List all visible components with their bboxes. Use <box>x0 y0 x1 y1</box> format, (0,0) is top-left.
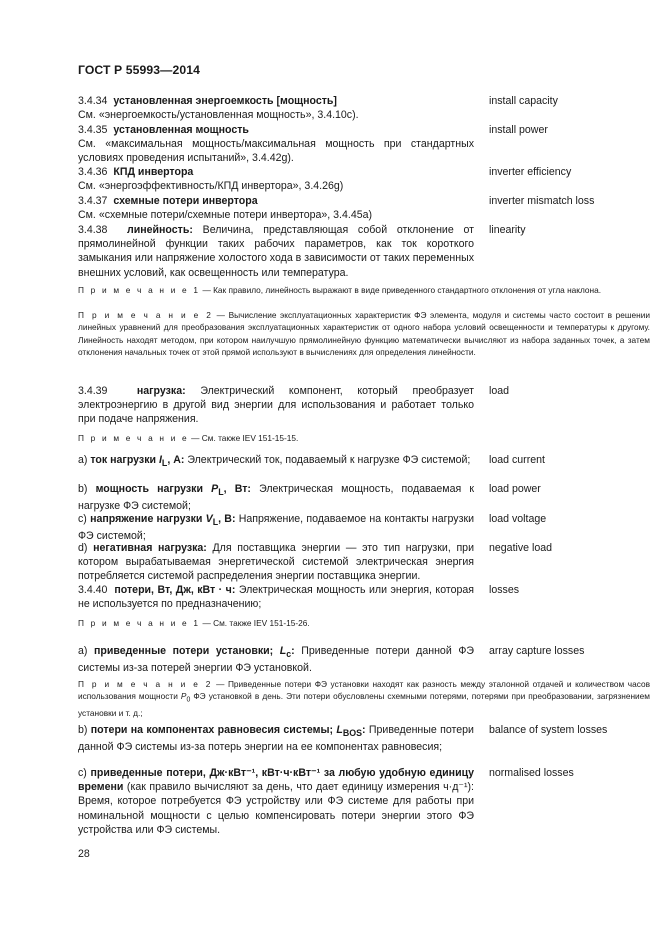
english-term: load power <box>489 483 541 495</box>
note: П р и м е ч а н и е — См. также IEV 151-15-15. <box>78 433 299 443</box>
note: П р и м е ч а н и е 1 — Как правило, линейность выражают в виде приведенного стандартного отклонения от угла наклона. <box>78 285 602 295</box>
english-term: array capture losses <box>489 645 585 657</box>
term: КПД инвертора <box>113 166 194 178</box>
english-term: inverter mismatch loss <box>489 195 595 207</box>
subentry-normalised-losses: с) приведенные потери, Дж·кВт⁻¹, кВт·ч·кВт⁻¹ за любую удобную единицу времени (как правило вычисляют за день, что дает единицу измерения ч·д⁻¹): Время, которое потребуется ФЭ устройству или ФЭ системе для работы при номинальной мощности с целью компенсировать потери энергии этого ФЭ устройства или ФЭ системы. <box>78 767 474 836</box>
definition: Величина, представляющая собой отклонение от прямолинейной функции таких рабочих параметров, как ток короткого замыкания или напряжение холостого хода в зависимости от таких переменных внешних условий, как освещенность или температура. <box>78 224 474 279</box>
subentry-load-voltage: с) напряжение нагрузки $V_L$, В: Напряжение, подаваемое на контакты нагрузки ФЭ системой; <box>78 513 474 543</box>
cross-reference: См. «энергоэффективность/КПД инвертора», 3.4.26g) <box>78 180 344 193</box>
subentry-array-capture-losses: а) приведенные потери установки; $L_c$: Приведенные потери данной ФЭ системы из-за потерей энергии ФЭ установкой. <box>78 645 474 675</box>
cross-reference: См. «схемные потери/схемные потери инвертора», 3.4.45а) <box>78 209 373 222</box>
term: линейность: <box>126 224 193 236</box>
english-term: load voltage <box>489 513 547 525</box>
definition: Электрическая мощность или энергия, которая не используется по предназначению; <box>78 584 474 611</box>
subentry-load-current: а) ток нагрузки $I_L$, А: Электрический ток, подаваемый к нагрузке ФЭ системой; <box>78 454 471 469</box>
entry-3-4-37: 3.4.37 схемные потери инвертора См. «схемные потери/схемные потери инвертора», 3.4.45а) <box>78 195 373 222</box>
note: П р и м е ч а н и е 2 — Вычисление эксплуатационных характеристик ФЭ элемента, модуля и системы часто состоит в решении линейных уравнений для преобразования эксплуатационных характеристик от одного набора условий освещенности и температуры к другому. Линейность находят методом, при котором наилучшую прямолинейную функцию математически вычисляют из набора заданных точек, а затем отклонения начальных точек от этой прямой используют в вычислениях для определения линейности. <box>78 310 650 358</box>
entry-3-4-36: 3.4.36 КПД инвертора См. «энергоэффективность/КПД инвертора», 3.4.26g) <box>78 166 344 193</box>
english-term: linearity <box>489 224 526 236</box>
term: нагрузка: <box>136 385 186 397</box>
english-term: load <box>489 385 510 397</box>
subentry-negative-load: d) негативная нагрузка: Для поставщика энергии — это тип нагрузки, при котором вырабатываемая энергетической системой электрическая энергия потребляется системой распределения энергии поставщика энергии. <box>78 542 474 583</box>
english-term: losses <box>489 584 520 596</box>
english-term: install power <box>489 124 548 136</box>
entry-3-4-38: 3.4.38 линейность: Величина, представляющая собой отклонение от прямолинейной функции таких рабочих параметров, как ток короткого замыкания или напряжение холостого хода в зависимости от таких переменных внешних условий, как освещенность или температура. <box>78 224 474 279</box>
english-term: inverter efficiency <box>489 166 572 178</box>
page-number: 28 <box>78 848 90 860</box>
entry-3-4-35: 3.4.35 установленная мощность См. «максимальная мощность/максимальная мощность при стандартных условиях проведения испытаний», 3.4.42g). <box>78 124 474 165</box>
term: установленная мощность <box>113 124 249 136</box>
english-term: negative load <box>489 542 553 554</box>
entry-3-4-39: 3.4.39 нагрузка: Электрический компонент, который преобразует электроэнергию в другой вид энергии для использования и работает только при подаче напряжения. <box>78 385 474 426</box>
term: потери, Вт, Дж, кВт · ч: <box>114 584 236 596</box>
definition: Электрический компонент, который преобразует электроэнергию в другой вид энергии для использования и работает только при подаче напряжения. <box>78 385 474 426</box>
term: схемные потери инвертора <box>113 195 258 207</box>
cross-reference: См. «максимальная мощность/максимальная мощность при стандартных условиях проведения испытаний», 3.4.42g). <box>78 138 474 165</box>
entry-3-4-34: 3.4.34 установленная энергоемкость [мощность] См. «энергоемкость/установленная мощность», 3.4.10с). <box>78 95 359 122</box>
subentry-balance-of-system-losses: b) потери на компонентах равновесия системы; $L_{BOS}$: Приведенные потери данной ФЭ системы из-за потерь энергии на ее компонентах равновесия; <box>78 724 474 754</box>
english-term: load current <box>489 454 545 466</box>
english-term: balance of system losses <box>489 724 608 736</box>
subentry-load-power: b) мощность нагрузки $P_L$, Вт: Электрическая мощность, подаваемая к нагрузке ФЭ системой; <box>78 483 474 513</box>
document-header: ГОСТ Р 55993—2014 <box>78 63 200 77</box>
note: П р и м е ч а н и е 2 — Приведенные потери ФЭ установки находят как разность между эталонной отдачей и количеством часов использования мощности $P_0$ ФЭ установкой в день. Эти потери обусловлены схемными потерями, потерями при преобразовании, загрязнением установки и т. д.; <box>78 679 650 719</box>
entry-3-4-40: 3.4.40 потери, Вт, Дж, кВт · ч: Электрическая мощность или энергия, которая не используется по предназначению; <box>78 584 474 611</box>
english-term: normalised losses <box>489 767 574 779</box>
cross-reference: См. «энергоемкость/установленная мощность», 3.4.10с). <box>78 109 359 122</box>
english-term: install capacity <box>489 95 558 107</box>
term: установленная энергоемкость [мощность] <box>113 95 337 107</box>
note: П р и м е ч а н и е 1 — См. также IEV 151-15-26. <box>78 618 310 628</box>
